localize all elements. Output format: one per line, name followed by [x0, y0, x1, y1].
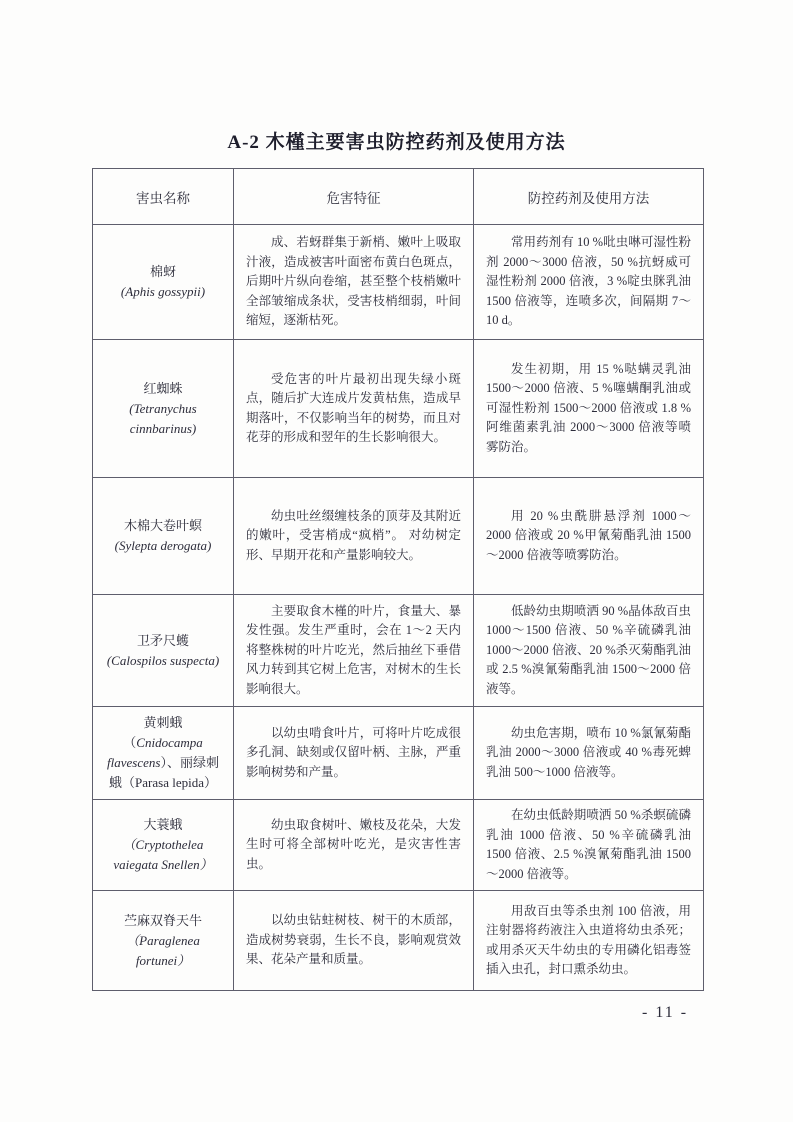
- column-header-pest-name: 害虫名称: [93, 169, 234, 225]
- pest-name-latin: (Calospilos suspecta): [106, 652, 220, 668]
- pest-name-cn: 红蜘蛛: [143, 380, 183, 396]
- page-title: A-2 木槿主要害虫防控药剂及使用方法: [227, 132, 566, 153]
- control-cell: 发生初期，用 15 %哒螨灵乳油 1500～2000 倍液、5 %噻螨酮乳油或可湿性粉剂 1500～2000 倍液或 1.8 % 阿维菌素乳油 2000～3000 倍液等喷雾防治。: [474, 340, 704, 478]
- pest-name-mixed: 黄刺蛾（Cnidocampa flavescens）、丽绿刺蛾（Parasa lepida）: [107, 715, 219, 790]
- table-row: [93, 225, 704, 340]
- damage-cell: 成、若蚜群集于新梢、嫩叶上吸取汁液，造成被害叶面密布黄白色斑点，后期叶片纵向卷缩，甚至整个枝梢嫩叶全部皱缩成条状，受害枝梢细弱，叶间缩短，逐渐枯死。: [234, 225, 474, 340]
- damage-cell: 幼虫吐丝缀缠枝条的顶芽及其附近的嫩叶，受害梢成“疯梢”。 对幼树定形、早期开花和产量影响较大。: [234, 478, 474, 595]
- control-cell: 用敌百虫等杀虫剂 100 倍液，用注射器将药液注入虫道将幼虫杀死；或用杀灭天牛幼虫的专用磷化铝毒签插入虫孔，封口熏杀幼虫。: [474, 891, 704, 991]
- table-row: [93, 891, 704, 991]
- pest-control-table: [92, 168, 704, 991]
- pest-name-cn: 大蓑蛾: [143, 817, 183, 832]
- table-row: [93, 478, 704, 595]
- pest-name-cn: 棉蚜: [149, 264, 176, 279]
- control-cell: 常用药剂有 10 %吡虫啉可湿性粉剂 2000～3000 倍液，50 %抗蚜威可湿性粉剂 2000 倍液，3 %啶虫脒乳油 1500 倍液等，连喷多次，间隔期 7～10 d。: [474, 225, 704, 340]
- pest-name-cell: [93, 800, 234, 891]
- damage-cell: 幼虫取食树叶、嫩枝及花朵，大发生时可将全部树叶吃光，是灾害性害虫。: [234, 800, 474, 891]
- pest-name-cn: 苎麻双脊天牛: [123, 912, 202, 928]
- table-row: [93, 707, 704, 800]
- pest-name-cn: 木棉大卷叶螟: [123, 518, 202, 533]
- table-header-row: [93, 169, 704, 225]
- pest-name-cell: [93, 707, 234, 800]
- damage-cell: 受危害的叶片最初出现失绿小斑点，随后扩大连成片发黄枯焦，造成早期落叶，不仅影响当年的树势，而且对花芽的形成和翌年的生长影响很大。: [234, 340, 474, 478]
- pest-name-cell: [93, 478, 234, 595]
- pest-name-cell: [93, 891, 234, 991]
- column-header-control: 防控药剂及使用方法: [474, 169, 704, 225]
- pest-name-cell: [93, 225, 234, 340]
- control-cell: 在幼虫低龄期喷洒 50 %杀螟硫磷乳油 1000 倍液、50 %辛硫磷乳油 1500 倍液、2.5 %溴氰菊酯乳油 1500～2000 倍液等。: [474, 800, 704, 891]
- damage-cell: 主要取食木槿的叶片，食量大、暴发性强。发生严重时，会在 1～2 天内将整株树的叶片吃光，然后抽丝下垂借风力转到其它树上危害，对树木的生长影响很大。: [234, 595, 474, 707]
- damage-cell: 以幼虫啃食叶片，可将叶片吃成很多孔洞、缺刻或仅留叶柄、主脉，严重影响树势和产量。: [234, 707, 474, 800]
- control-cell: 用 20 %虫酰肼悬浮剂 1000～2000 倍液或 20 %甲氰菊酯乳油 1500～2000 倍液等喷雾防治。: [474, 478, 704, 595]
- pest-name-latin: （Cryptothelea vaiegata Snellen）: [113, 837, 213, 872]
- pest-name-cell: [93, 595, 234, 707]
- pest-name-latin: （Paraglenea fortunei）: [126, 932, 200, 968]
- column-header-damage: 危害特征: [234, 169, 474, 225]
- pest-name-latin: (Aphis gossypii): [120, 284, 206, 299]
- table-row: [93, 340, 704, 478]
- pest-name-latin: (Tetranychus cinnbarinus): [129, 400, 197, 436]
- control-cell: 幼虫危害期，喷布 10 %氯氰菊酯乳油 2000～3000 倍液或 40 %毒死蜱乳油 500～1000 倍液等。: [474, 707, 704, 800]
- pest-name-cell: [93, 340, 234, 478]
- table-row: [93, 595, 704, 707]
- pest-name-latin: (Sylepta derogata): [114, 538, 212, 553]
- pest-name-cn: 卫矛尺蠖: [136, 632, 189, 648]
- control-cell: 低龄幼虫期喷洒 90 %晶体敌百虫 1000～1500 倍液、50 %辛硫磷乳油 1000～2000 倍液、20 %杀灭菊酯乳油或 2.5 %溴氰菊酯乳油 1500～2000 倍液等。: [474, 595, 704, 707]
- page-number: - 11 -: [642, 1004, 689, 1021]
- damage-cell: 以幼虫钻蛀树枝、树干的木质部，造成树势衰弱，生长不良，影响观赏效果、花朵产量和质量。: [234, 891, 474, 991]
- table-row: [93, 800, 704, 891]
